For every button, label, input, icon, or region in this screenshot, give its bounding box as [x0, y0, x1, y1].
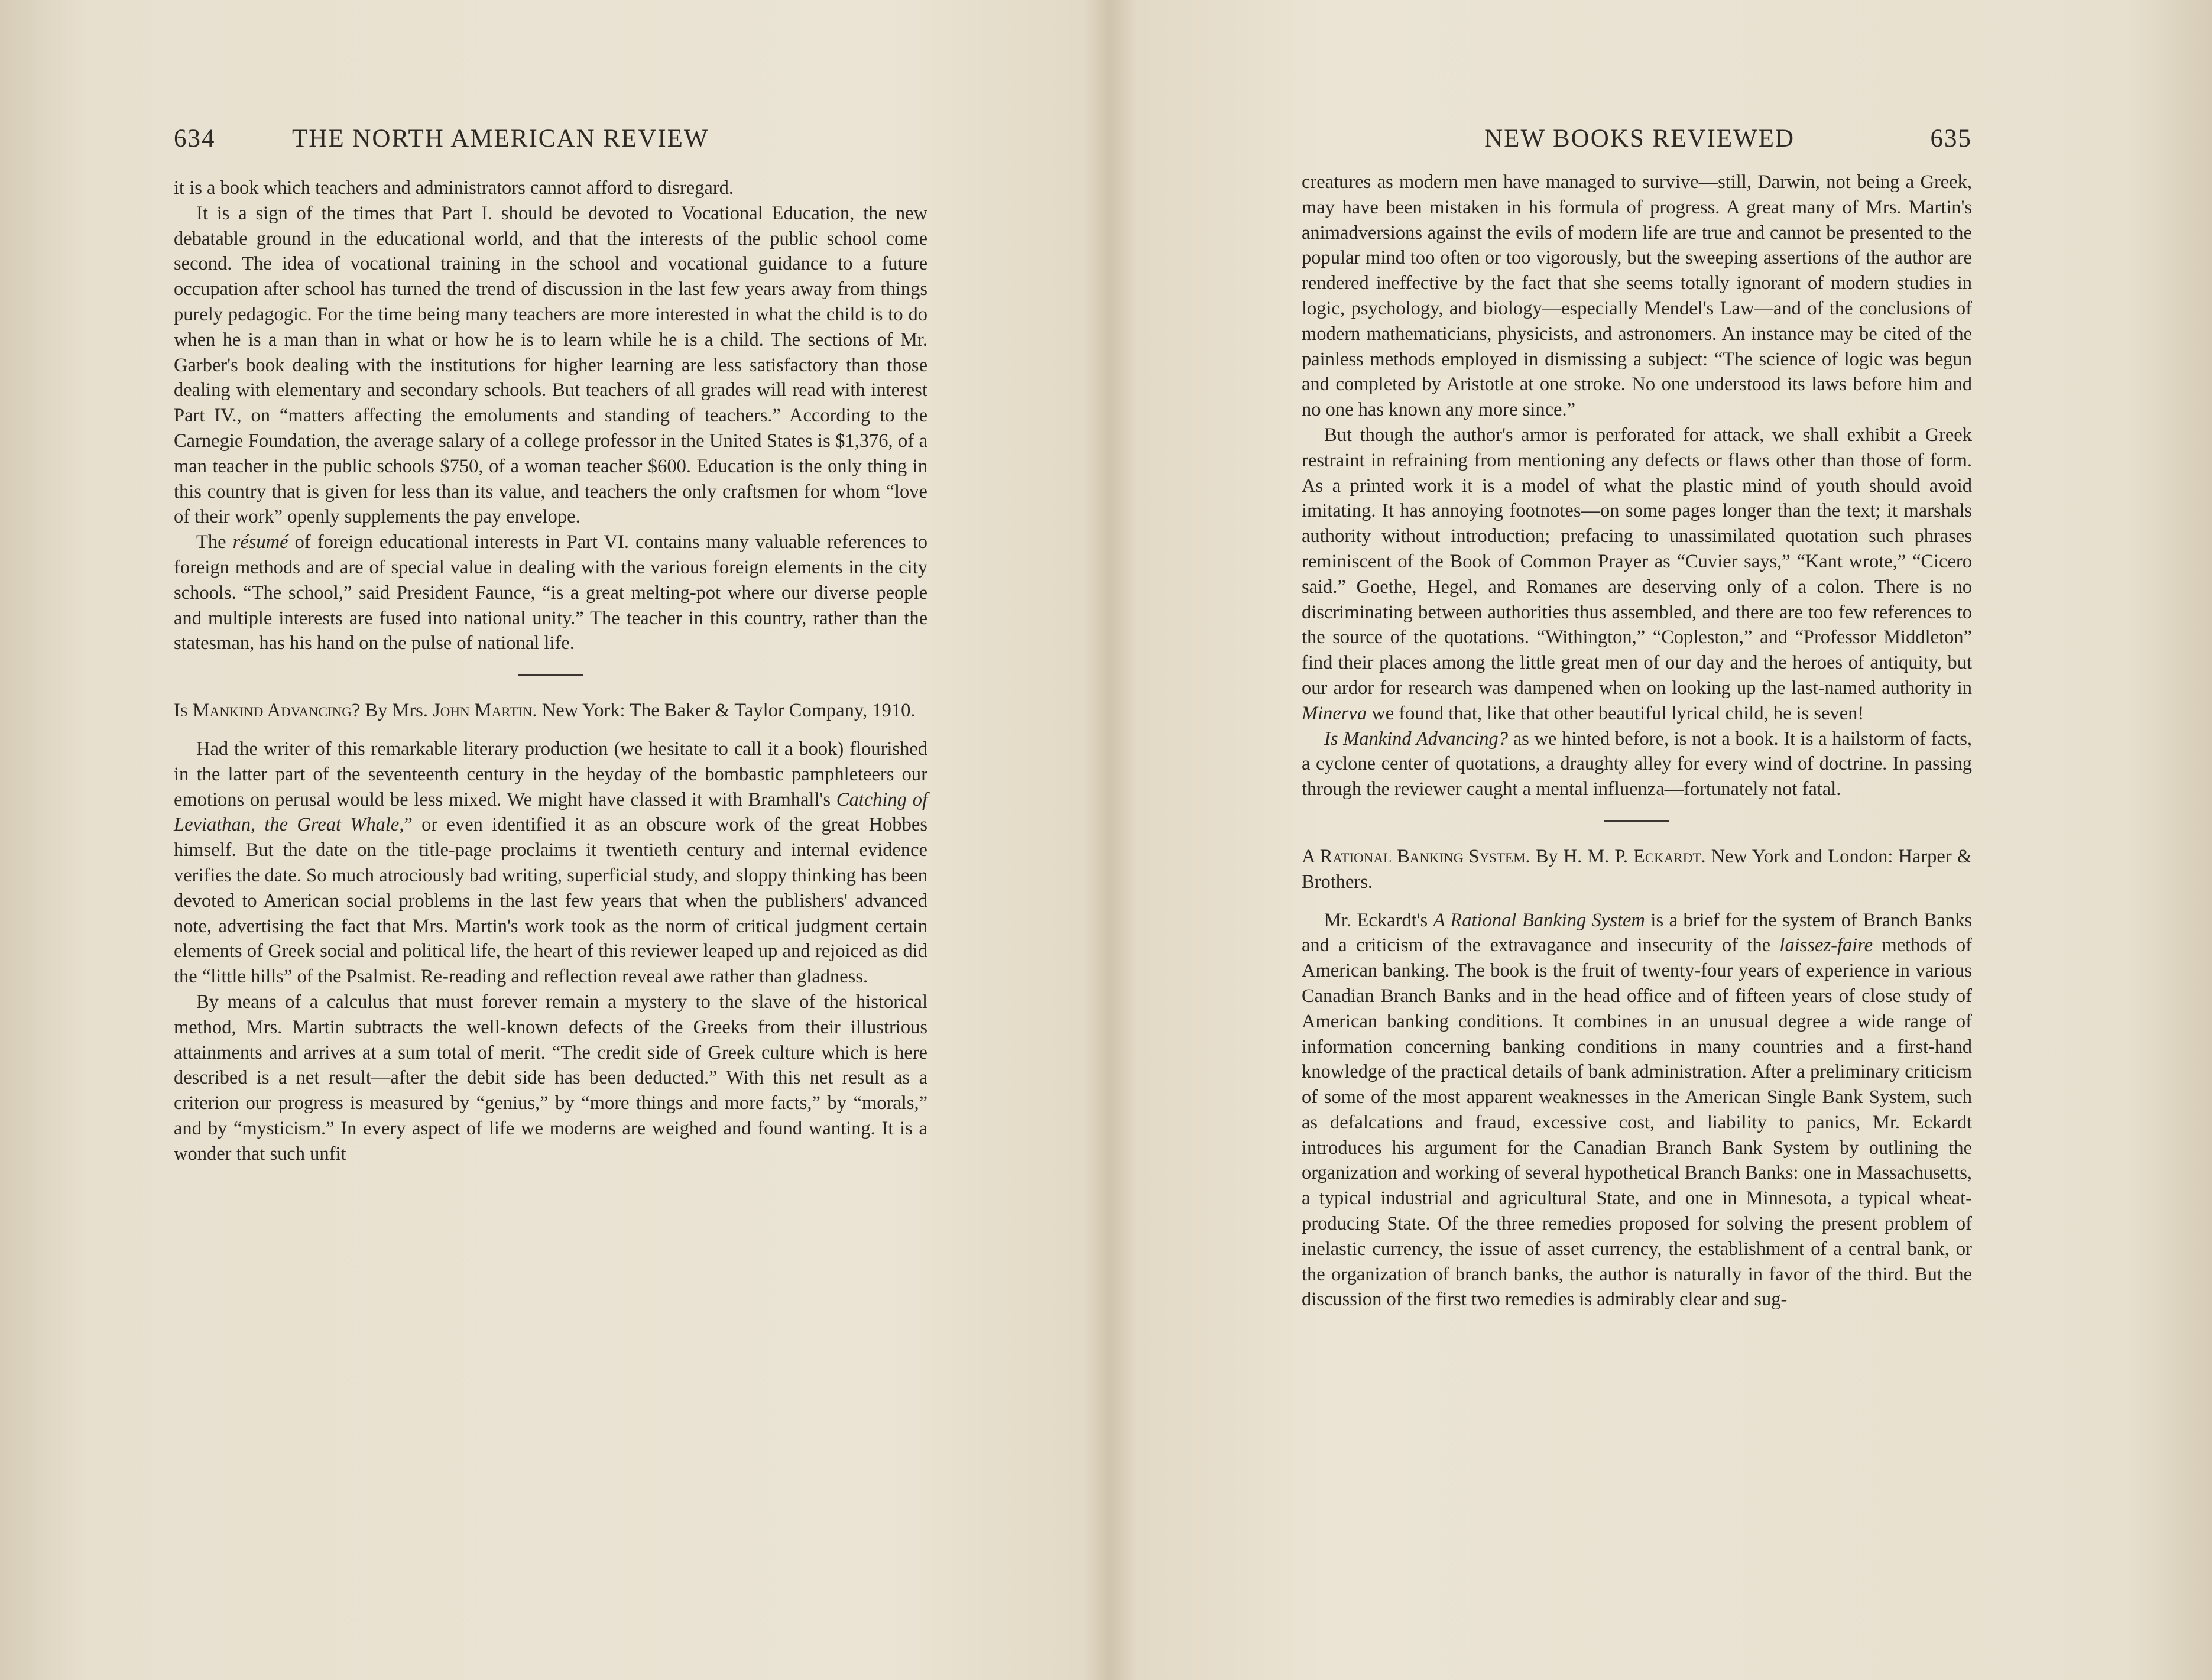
left-column	[174, 176, 927, 1166]
paragraph: By means of a calculus that must forever remain a mystery to the slave of the historical method, Mrs. Martin subtracts the well-known defects of the Greeks from their illustrious attainments and arrives at a sum total of merit. “The credit side of Greek culture which is here described is a net result—after the debit side has been deducted.” With this net result as a criterion our progress is measured by “genius,” by “more things and more facts,” by “morals,” and by “mysticism.” In every aspect of life we moderns are weighed and found wanting. It is a wonder that such unfit	[174, 991, 927, 1165]
paragraph: Is Mankind Advancing? as we hinted before, is not a book. It is a hailstorm of facts, a cyclone center of quotations, a draughty alley for every wind of doctrine. In passing through the reviewer caught a mental influenza—fortunately not fatal.	[1302, 728, 1972, 800]
right-page	[1113, 0, 2212, 1680]
left-page	[0, 0, 1099, 1680]
section-divider	[1604, 820, 1669, 822]
review-author: John Martin	[433, 700, 533, 722]
page-number: 634	[174, 125, 216, 153]
paragraph: creatures as modern men have managed to survive—still, Darwin, not being a Greek, may have been mistaken in his formula of progress. A great many of Mrs. Martin's animadversions against the evils of modern life are true and cannot be presented to the popular mind too often or too vigorously, but the sweeping assertions of the author are rendered ineffective by the fact that she seems totally ignorant of modern studies in logic, psychology, and biology—especially Mendel's Law—and of the conclusions of modern mathematicians, physicists, and astronomers. An instance may be cited of the painless methods employed in dismissing a subject: “The science of logic was begun and completed by Aristotle at one stroke. No one understood its laws before him and no one has known any more since.”	[1302, 171, 1972, 421]
right-column	[1302, 170, 1972, 1312]
review-title: Is Mankind Advancing?	[174, 700, 361, 722]
italic-title: A Rational Banking System	[1433, 909, 1645, 931]
italic-title: Minerva	[1302, 702, 1367, 724]
italic-title: Catching of Leviathan, the Great Whale,	[174, 789, 927, 836]
paragraph: But though the author's armor is perforated for attack, we shall exhibit a Greek restraint in refraining from mentioning any defects or flaws other than those of form. As a printed work it is a model of what the plastic mind of youth should avoid imitating. It has annoying footnotes—on some pages longer than the text; it marshals authority without introduction; prefacing to unassimilated quotation such phrases reminiscent of the Book of Common Prayer as “Cuvier says,” “Kant wrote,” “Cicero said.” Goethe, Hegel, and Romanes are deserving only of a colon. There is no discriminating between authorities thus assembled, and there are too few references to the source of the quotations. “Withington,” “Copleston,” and “Professor Middleton” find their places among the little great men of our day and the heroes of antiquity, but our ardor for research was dampened when on looking up the last-named authority in Minerva we found that, like that other beautiful lyrical child, he is seven!	[1302, 424, 1972, 724]
running-title: THE NORTH AMERICAN REVIEW	[292, 125, 709, 153]
paragraph: It is a sign of the times that Part I. should be devoted to Vocational Education, the new debatable ground in the educational world, and that the interests of the public school come second. The idea of vocational training in the school and vocational guidance to a future occupation after school has turned the trend of discussion in the last few years away from things purely pedagogic. For the time being many teachers are more interested in what the child is to do when he is a man than in what or how he is to learn while he is a child. The sections of Mr. Garber's book dealing with the institutions for higher learning are less satisfactory than those dealing with elementary and secondary schools. But teachers of all grades will read with interest Part IV., on “matters affecting the emoluments and standing of teachers.” According to the Carnegie Foundation, the average salary of a college professor in the United States is $1,376, of a man teacher in the public schools $750, of a woman teacher $600. Education is the only thing in this country that is given for less than its value, and teachers the only craftsmen for whom “love of their work” openly supplements the pay envelope.	[174, 202, 927, 528]
review-title: A Rational Banking System	[1302, 845, 1526, 867]
review-heading: Is Mankind Advancing? By Mrs. John Martin. New York: The Baker & Taylor Company, 1910.	[174, 700, 916, 722]
italic-term: résumé	[232, 531, 288, 553]
section-divider	[518, 674, 583, 676]
page-number: 635	[1930, 125, 1972, 153]
review-heading: A Rational Banking System. By H. M. P. Eckardt. New York and London: Harper & Brothers.	[1302, 845, 1972, 893]
paragraph: Had the writer of this remarkable literary production (we hesitate to call it a book) flourished in the latter part of the seventeenth century in the heyday of the bombastic pamphleteers our emotions on perusal would be less mixed. We might have classed it with Bramhall's Catching of Leviathan, the Great Whale,” or even identified it as an obscure work of the great Hobbes himself. But the date on the title-page proclaims it twentieth century and internal evidence verifies the date. So much atrociously bad writing, superficial study, and sloppy thinking has been devoted to American social problems in the last few years that when the publishers' advanced note, advertising the fact that Mrs. Martin's work took as the norm of critical judgment certain elements of Greek social and political life, the heart of this reviewer leaped up and rejoiced as did the “little hills” of the Psalmist. Re-reading and reflection reveal awe rather than gladness.	[174, 738, 927, 988]
running-title: NEW BOOKS REVIEWED	[1484, 125, 1795, 153]
paragraph: it is a book which teachers and administrators cannot afford to disregard.	[174, 177, 734, 199]
paragraph: Mr. Eckardt's A Rational Banking System is a brief for the system of Branch Banks and a criticism of the extravagance and insecurity of the laissez-faire methods of American banking. The book is the fruit of twenty-four years of experience in various Canadian Branch Banks and in the head office and of fifteen years of close study of American banking conditions. It combines in an unusual degree a wide range of information concerning banking conditions in many countries and a first-hand knowledge of the practical details of bank administration. After a preliminary criticism of some of the most apparent weaknesses in the American Single Bank System, such as defalcations and fraud, excessive cost, and liability to panics, Mr. Eckardt introduces his argument for the Canadian Branch Bank System by outlining the organization and working of several hypothetical Branch Banks: one in Massachusetts, a typical industrial and agricultural State, and one in Minnesota, a typical wheat-producing State. Of the three remedies proposed for solving the present problem of inelastic currency, the issue of asset currency, the establishment of a central bank, or the organization of branch banks, the author is naturally in favor of the third. But the discussion of the first two remedies is admirably clear and sug-	[1302, 909, 1972, 1311]
italic-term: laissez-faire	[1779, 935, 1873, 956]
italic-title: Is Mankind Advancing?	[1324, 728, 1509, 750]
paragraph: The résumé of foreign educational interests in Part VI. contains many valuable references to foreign methods and are of special value in dealing with the various foreign elements in the city schools. “The school,” said President Faunce, “is a great melting-pot where our diverse people and multiple interests are fused into national unity.” The teacher in this country, rather than the statesman, has his hand on the pulse of national life.	[174, 531, 927, 654]
review-author: Eckardt	[1633, 845, 1701, 867]
